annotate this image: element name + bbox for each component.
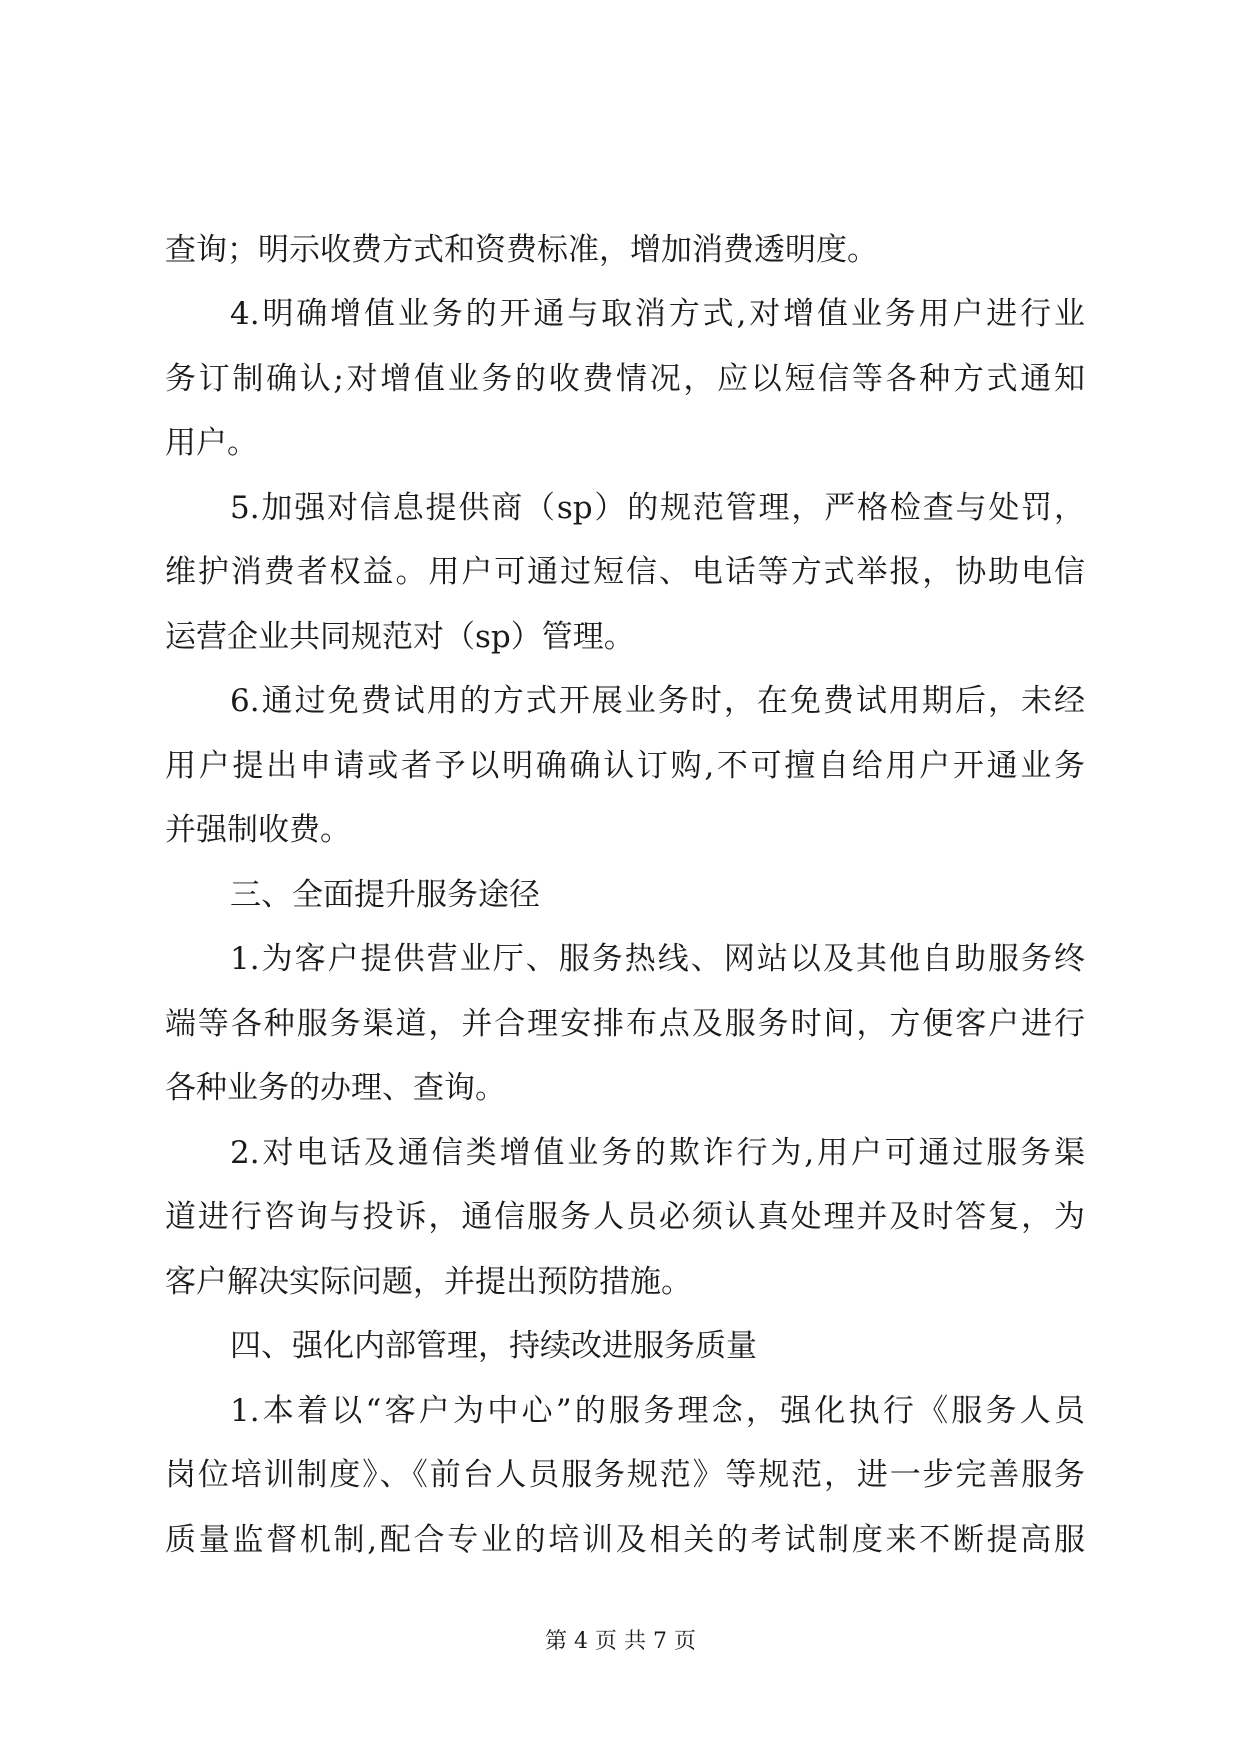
text-line: 道进行咨询与投诉，通信服务人员必须认真处理并及时答复，为	[165, 1199, 1085, 1235]
text-line: 并强制收费。	[165, 812, 351, 848]
text-line: 端等各种服务渠道，并合理安排布点及服务时间，方便客户进行	[165, 1006, 1085, 1042]
page-number-footer: 第 4 页 共 7 页	[545, 1629, 696, 1654]
text-line: 岗位培训制度》、《前台人员服务规范》等规范，进一步完善服务	[165, 1457, 1085, 1493]
text-line: 客户解决实际问题，并提出预防措施。	[165, 1264, 692, 1300]
text-line: 5.加强对信息提供商（sp）的规范管理，严格检查与处罚，	[230, 490, 1085, 526]
text-line: 1.为客户提供营业厅、服务热线、网站以及其他自助服务终	[230, 941, 1085, 977]
text-line: 6.通过免费试用的方式开展业务时，在免费试用期后，未经	[230, 683, 1085, 719]
text-line: 务订制确认;对增值业务的收费情况，应以短信等各种方式通知	[165, 361, 1085, 397]
text-line: 维护消费者权益。用户可通过短信、电话等方式举报，协助电信	[165, 554, 1085, 590]
text-line: 运营企业共同规范对（sp）管理。	[165, 619, 635, 655]
text-line: 质量监督机制,配合专业的培训及相关的考试制度来不断提高服	[165, 1522, 1085, 1558]
text-line: 1.本着以“客户为中心”的服务理念，强化执行《服务人员	[230, 1393, 1085, 1429]
section-heading: 三、全面提升服务途径	[230, 877, 540, 913]
text-line: 用户提出申请或者予以明确确认订购,不可擅自给用户开通业务	[165, 748, 1085, 784]
text-line: 2.对电话及通信类增值业务的欺诈行为,用户可通过服务渠	[230, 1135, 1085, 1171]
section-heading: 四、强化内部管理，持续改进服务质量	[230, 1328, 757, 1364]
text-line: 各种业务的办理、查询。	[165, 1070, 506, 1106]
text-line: 4.明确增值业务的开通与取消方式,对增值业务用户进行业	[230, 296, 1085, 332]
text-line: 用户。	[165, 425, 258, 461]
text-line: 查询；明示收费方式和资费标准，增加消费透明度。	[165, 232, 878, 268]
